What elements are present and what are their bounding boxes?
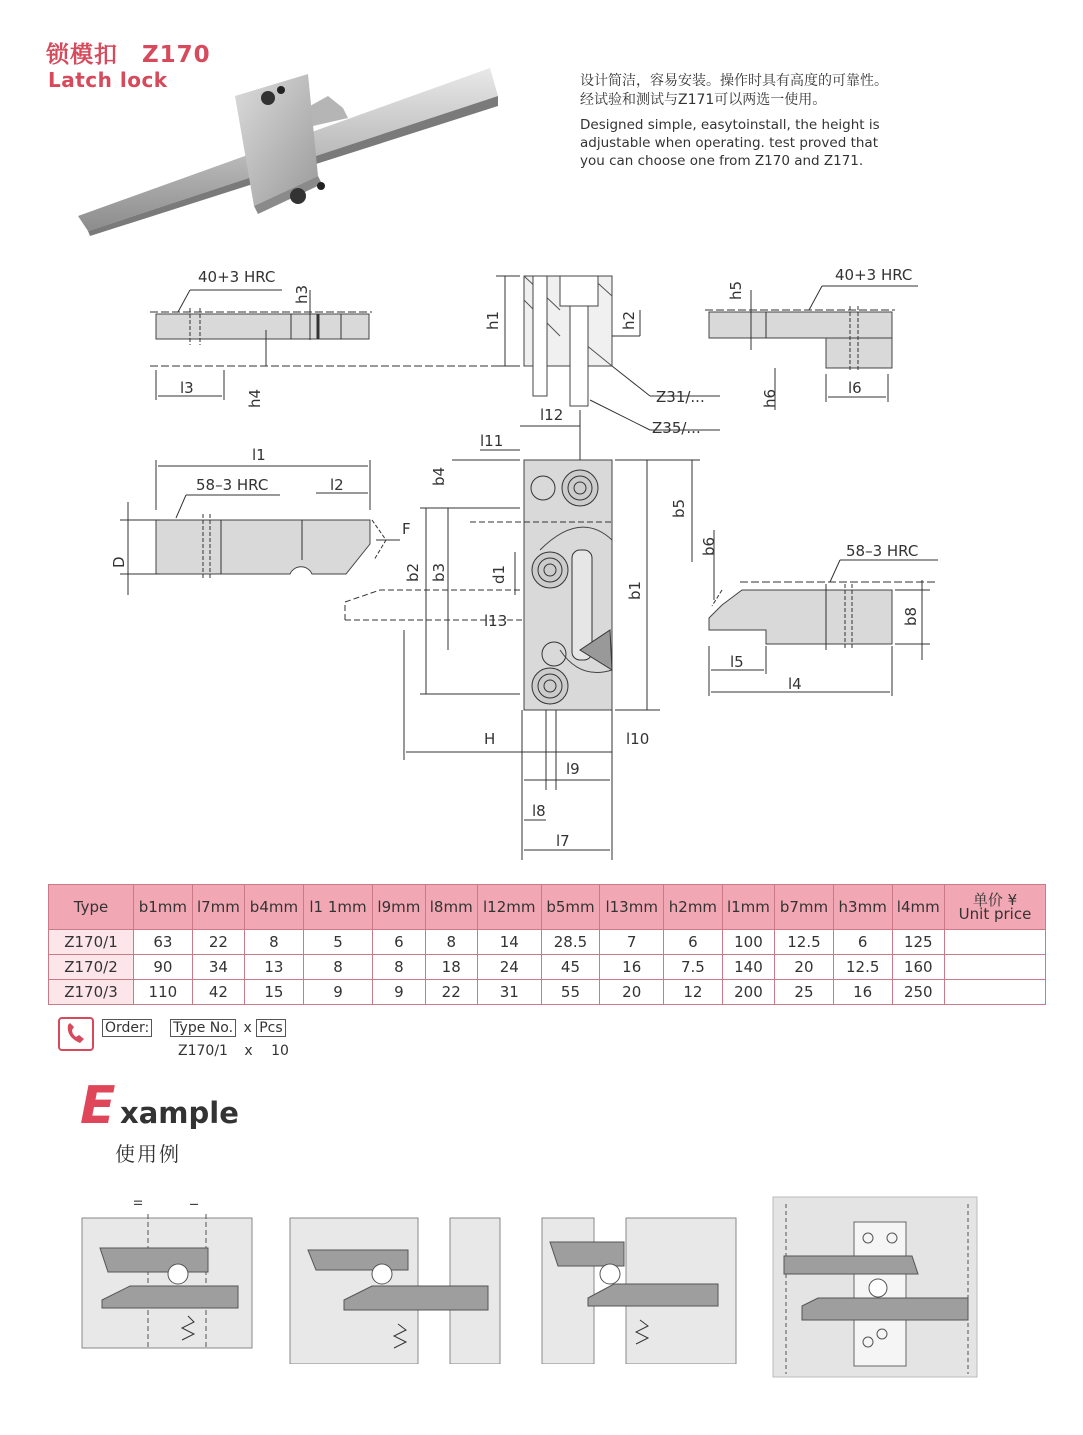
table-cell: 28.5 <box>541 930 600 955</box>
label-h2: h2 <box>620 310 638 330</box>
label-l7: l7 <box>556 832 570 850</box>
example-diagram-4 <box>772 1196 978 1378</box>
table-cell: 34 <box>192 955 244 980</box>
table-cell: 100 <box>722 930 774 955</box>
spec-table <box>48 884 1046 1005</box>
example-heading-initial: E <box>80 1076 116 1136</box>
col-b5: b5mm <box>541 885 600 930</box>
label-l1: l1 <box>252 446 266 464</box>
table-cell: 15 <box>245 980 304 1005</box>
col-type: Type <box>49 885 134 930</box>
order-example-type: Z170/1 <box>178 1043 228 1059</box>
table-cell: 18 <box>425 955 477 980</box>
table-cell: 160 <box>892 955 944 980</box>
mark-i: I <box>188 1202 201 1206</box>
label-b8: b8 <box>902 606 920 626</box>
desc-en-line-3: you can choose one from Z170 and Z171. <box>580 153 864 169</box>
product-title-cn: 锁模扣 Z170 <box>46 42 211 68</box>
label-l12: l12 <box>540 406 564 424</box>
label-b3: b3 <box>430 562 448 582</box>
table-cell: 22 <box>425 980 477 1005</box>
table-cell: 8 <box>373 955 425 980</box>
table-cell: Z170/3 <box>49 980 134 1005</box>
label-l11: l11 <box>480 432 504 450</box>
example-diagram-1 <box>80 1190 260 1360</box>
order-example-qty: 10 <box>271 1043 289 1059</box>
table-cell: 20 <box>600 980 664 1005</box>
desc-cn-line-2: 经试验和测试与Z171可以两选一使用。 <box>580 92 827 108</box>
col-l8: l8mm <box>425 885 477 930</box>
col-h2: h2mm <box>664 885 723 930</box>
table-cell: 6 <box>373 930 425 955</box>
table-header-row <box>49 885 1046 930</box>
table-cell: 8 <box>245 930 304 955</box>
example-heading-rest: xample <box>120 1096 239 1130</box>
example-diagram-2 <box>288 1214 508 1364</box>
table-cell: 12.5 <box>775 930 834 955</box>
order-type-no: Type No. <box>170 1019 236 1037</box>
table-cell: 55 <box>541 980 600 1005</box>
label-d1: d1 <box>490 564 508 584</box>
label-b6: b6 <box>700 536 718 556</box>
table-cell: 12 <box>664 980 723 1005</box>
order-example <box>178 1043 289 1059</box>
desc-en-line-1: Designed simple, easytoinstall, the height is <box>580 117 880 133</box>
table-cell: 14 <box>477 930 541 955</box>
table-cell: 250 <box>892 980 944 1005</box>
top-left-rail <box>150 290 520 400</box>
label-l13: l13 <box>484 612 508 630</box>
table-cell: 7.5 <box>664 955 723 980</box>
col-b4: b4mm <box>245 885 304 930</box>
unit-price-en: Unit price <box>958 905 1032 923</box>
table-cell: 12.5 <box>833 955 892 980</box>
label-H: H <box>484 730 496 748</box>
table-cell: 8 <box>303 955 372 980</box>
col-l13: l13mm <box>600 885 664 930</box>
label-h6: h6 <box>761 388 779 408</box>
label-b5: b5 <box>670 498 688 518</box>
col-l12: l12mm <box>477 885 541 930</box>
label-z35: Z35/... <box>652 419 701 437</box>
top-right-rail <box>705 286 918 410</box>
desc-cn-line-1: 设计简洁，容易安装。操作时具有高度的可靠性。 <box>580 73 888 89</box>
table-cell: 140 <box>722 955 774 980</box>
product-title-en: Latch lock <box>48 68 168 92</box>
col-l11: l1 1mm <box>303 885 372 930</box>
table-cell: 42 <box>192 980 244 1005</box>
order-example-x: x <box>244 1043 253 1059</box>
label-l10: l10 <box>626 730 650 748</box>
col-l1: l1mm <box>722 885 774 930</box>
label-F: F <box>402 520 411 538</box>
order-pcs: Pcs <box>256 1019 285 1037</box>
label-l3: l3 <box>180 379 194 397</box>
table-row <box>49 980 1046 1005</box>
col-b1: b1mm <box>134 885 193 930</box>
col-b7: b7mm <box>775 885 834 930</box>
table-cell: 45 <box>541 955 600 980</box>
table-cell: 8 <box>425 930 477 955</box>
table-cell: 63 <box>134 930 193 955</box>
label-h3: h3 <box>293 284 311 304</box>
label-l2: l2 <box>330 476 344 494</box>
table-cell: 25 <box>775 980 834 1005</box>
center-block <box>345 410 714 860</box>
order-label: Order: <box>102 1019 152 1037</box>
col-l7: l7mm <box>192 885 244 930</box>
label-D: D <box>110 556 128 568</box>
table-cell: 125 <box>892 930 944 955</box>
price-cell <box>945 980 1046 1005</box>
hrc-mid-left: 58–3 HRC <box>196 476 269 494</box>
table-cell: 20 <box>775 955 834 980</box>
label-h5: h5 <box>727 280 745 300</box>
label-h1: h1 <box>484 310 502 330</box>
label-b4: b4 <box>430 466 448 486</box>
table-cell: 22 <box>192 930 244 955</box>
table-cell: 16 <box>600 955 664 980</box>
mark-ii: II <box>132 1199 145 1206</box>
label-l8: l8 <box>532 802 546 820</box>
table-cell: Z170/1 <box>49 930 134 955</box>
table-cell: 5 <box>303 930 372 955</box>
table-cell: Z170/2 <box>49 955 134 980</box>
table-row <box>49 955 1046 980</box>
price-cell <box>945 955 1046 980</box>
table-cell: 24 <box>477 955 541 980</box>
table-cell: 16 <box>833 980 892 1005</box>
label-l6: l6 <box>848 379 862 397</box>
label-b1: b1 <box>626 580 644 600</box>
label-l9: l9 <box>566 760 580 778</box>
label-l4: l4 <box>788 675 802 693</box>
table-cell: 6 <box>833 930 892 955</box>
col-h3: h3mm <box>833 885 892 930</box>
label-z31: Z31/... <box>656 388 705 406</box>
table-cell: 31 <box>477 980 541 1005</box>
product-description <box>580 72 980 170</box>
table-cell: 90 <box>134 955 193 980</box>
hrc-mid-right: 58–3 HRC <box>846 542 919 560</box>
col-l4: l4mm <box>892 885 944 930</box>
right-latch <box>709 560 938 696</box>
top-center-section <box>496 276 720 430</box>
product-photo <box>78 66 508 236</box>
table-cell: 200 <box>722 980 774 1005</box>
price-cell <box>945 930 1046 955</box>
table-row <box>49 930 1046 955</box>
table-cell: 7 <box>600 930 664 955</box>
table-cell: 6 <box>664 930 723 955</box>
table-cell: 9 <box>373 980 425 1005</box>
desc-en-line-2: adjustable when operating. test proved that <box>580 135 878 151</box>
label-b2: b2 <box>404 562 422 582</box>
table-cell: 110 <box>134 980 193 1005</box>
technical-drawing <box>0 250 1083 870</box>
unit-price-cn: 单价 ¥ <box>972 891 1018 909</box>
table-cell: 9 <box>303 980 372 1005</box>
phone-icon <box>58 1017 94 1051</box>
order-line <box>102 1019 289 1037</box>
label-h4: h4 <box>246 388 264 408</box>
example-heading-cn: 使用例 <box>115 1142 181 1166</box>
hrc-top-left: 40+3 HRC <box>198 268 276 286</box>
label-l5: l5 <box>730 653 744 671</box>
col-l9: l9mm <box>373 885 425 930</box>
order-x: x <box>243 1020 252 1036</box>
hrc-top-right: 40+3 HRC <box>835 266 913 284</box>
table-cell: 13 <box>245 955 304 980</box>
example-diagram-3 <box>540 1214 740 1364</box>
col-unit-price <box>945 885 1046 930</box>
